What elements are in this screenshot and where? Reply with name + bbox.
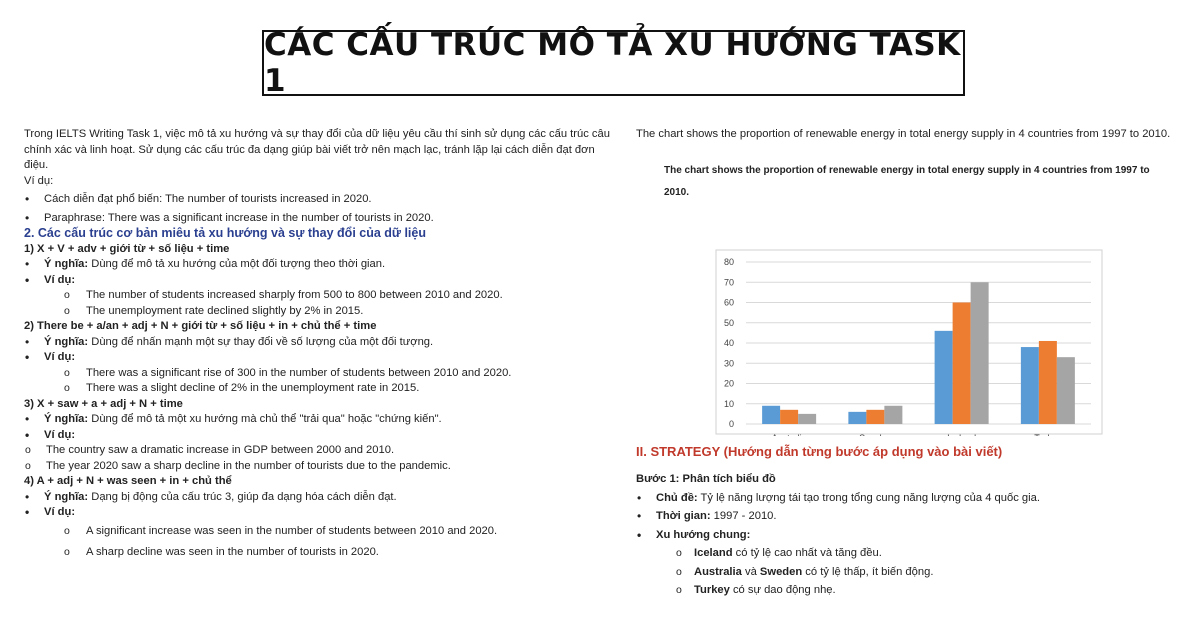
chart-title: The chart shows the proportion of renewable energy in total energy supply in 4 countries from 1997 to 2010. [664, 165, 1150, 198]
structure-example-label: • Ví dụ: [24, 505, 614, 521]
strategy-steps [636, 470, 1196, 600]
title-banner [262, 27, 965, 99]
right-column [636, 127, 1196, 143]
bar [780, 410, 798, 424]
left-column [24, 127, 614, 561]
step-topic: • Chủ đề: Tỷ lệ năng lượng tái tạo trong tổng cung năng lượng của 4 quốc gia. [636, 489, 1196, 508]
y-tick-label: 50 [723, 317, 734, 328]
y-tick-label: 20 [723, 378, 734, 389]
y-tick-label: 10 [723, 398, 734, 409]
x-tick-label [859, 433, 892, 436]
structure-formula: 2) There be + a/an + adj + N + giới từ + số liệu + in + chủ thể + time [24, 320, 377, 332]
example-item: • Paraphrase: There was a significant increase in the number of tourists in 2020. [24, 211, 614, 227]
step-label: Bước 1: Phân tích biểu đồ [636, 473, 776, 485]
chart-svg [664, 204, 1164, 436]
trend-item: o Iceland có tỷ lệ cao nhất và tăng đều. [636, 544, 1196, 563]
x-tick-label [1034, 433, 1062, 436]
example-label: Ví dụ: [24, 174, 54, 187]
bar-chart [664, 160, 1164, 435]
step-trend-label: • Xu hướng chung: [636, 526, 1196, 545]
bar [866, 410, 884, 424]
y-tick-label: 40 [723, 338, 734, 348]
structure-example: o The number of students increased sharply from 500 to 800 between 2010 and 2020. [24, 288, 614, 304]
structure-example: o The country saw a dramatic increase in GDP between 2000 and 2010. [24, 443, 614, 459]
structure-formula: 4) A + adj + N + was seen + in + chủ thể [24, 475, 232, 487]
structure-example-label: • Ví dụ: [24, 350, 614, 366]
structure-meaning: • Ý nghĩa: Dùng để mô tả xu hướng của một đối tượng theo thời gian. [24, 257, 614, 273]
bar [953, 303, 971, 425]
y-tick-label: 30 [723, 358, 734, 369]
structure-example: o There was a slight decline of 2% in the unemployment rate in 2015. [24, 381, 614, 397]
chart-caption: The chart shows the proportion of renewable energy in total energy supply in 4 countries from 1997 to 2010. [636, 128, 1171, 140]
structure-example: o A sharp decline was seen in the number of tourists in 2020. [24, 545, 614, 561]
structure-example-label: • Ví dụ: [24, 428, 614, 444]
step-time: • Thời gian: 1997 - 2010. [636, 507, 1196, 526]
bar [971, 282, 989, 424]
y-tick-label: 70 [723, 277, 734, 288]
example-item: • Cách diễn đạt phổ biến: The number of tourists increased in 2020. [24, 192, 614, 208]
structure-meaning: • Ý nghĩa: Dạng bị động của cấu trúc 3, giúp đa dạng hóa cách diễn đạt. [24, 490, 614, 506]
bar [798, 414, 816, 424]
structure-meaning: • Ý nghĩa: Dùng để mô tả một xu hướng mà chủ thể "trải qua" hoặc "chứng kiến". [24, 412, 614, 428]
trend-item: o Turkey có sự dao động nhẹ. [636, 581, 1196, 600]
section-heading: 2. Các cấu trúc cơ bản miêu tả xu hướng và sự thay đổi của dữ liệu [24, 226, 426, 240]
structure-formula: 1) X + V + adv + giới từ + số liệu + time [24, 242, 230, 255]
bar [1039, 341, 1057, 424]
bar [884, 406, 902, 424]
intro-paragraph: Trong IELTS Writing Task 1, việc mô tả xu hướng và sự thay đổi của dữ liệu yêu cầu thí sinh sử dụng các cấu trúc câu chính xác và linh hoạt. Sử dụng các cấu trúc đa dạng giúp bài viết trở nên mạch lạc, tránh lặp lại cách diễn đạt đơn điệu. [24, 128, 610, 171]
x-tick-label [947, 433, 976, 436]
x-tick-label [772, 433, 807, 436]
y-tick-label: 0 [728, 419, 734, 429]
bar [848, 412, 866, 424]
bar [762, 406, 780, 424]
structure-formula: 3) X + saw + a + adj + N + time [24, 397, 183, 410]
trend-item: o Australia và Sweden có tỷ lệ thấp, ít biến động. [636, 563, 1196, 582]
y-tick-label: 60 [723, 297, 734, 308]
y-tick-label: 80 [723, 257, 734, 267]
structure-example: o A significant increase was seen in the number of students between 2010 and 2020. [24, 524, 614, 540]
bar [1057, 357, 1075, 424]
structure-example: o The year 2020 saw a sharp decline in the number of tourists due to the pandemic. [24, 459, 614, 475]
structure-example: o There was a significant rise of 300 in the number of students between 2010 and 2020. [24, 366, 614, 382]
bar [1021, 347, 1039, 424]
bar [935, 331, 953, 424]
page-title: CÁC CẤU TRÚC MÔ TẢ XU HƯỚNG TASK 1 [264, 27, 961, 99]
structure-meaning: • Ý nghĩa: Dùng để nhấn mạnh một sự thay đổi về số lượng của một đối tượng. [24, 335, 614, 351]
structure-example: o The unemployment rate declined slightly by 2% in 2015. [24, 304, 614, 320]
structure-example-label: • Ví dụ: [24, 273, 614, 289]
strategy-heading: II. STRATEGY (Hướng dẫn từng bước áp dụng vào bài viết) [636, 444, 1003, 459]
